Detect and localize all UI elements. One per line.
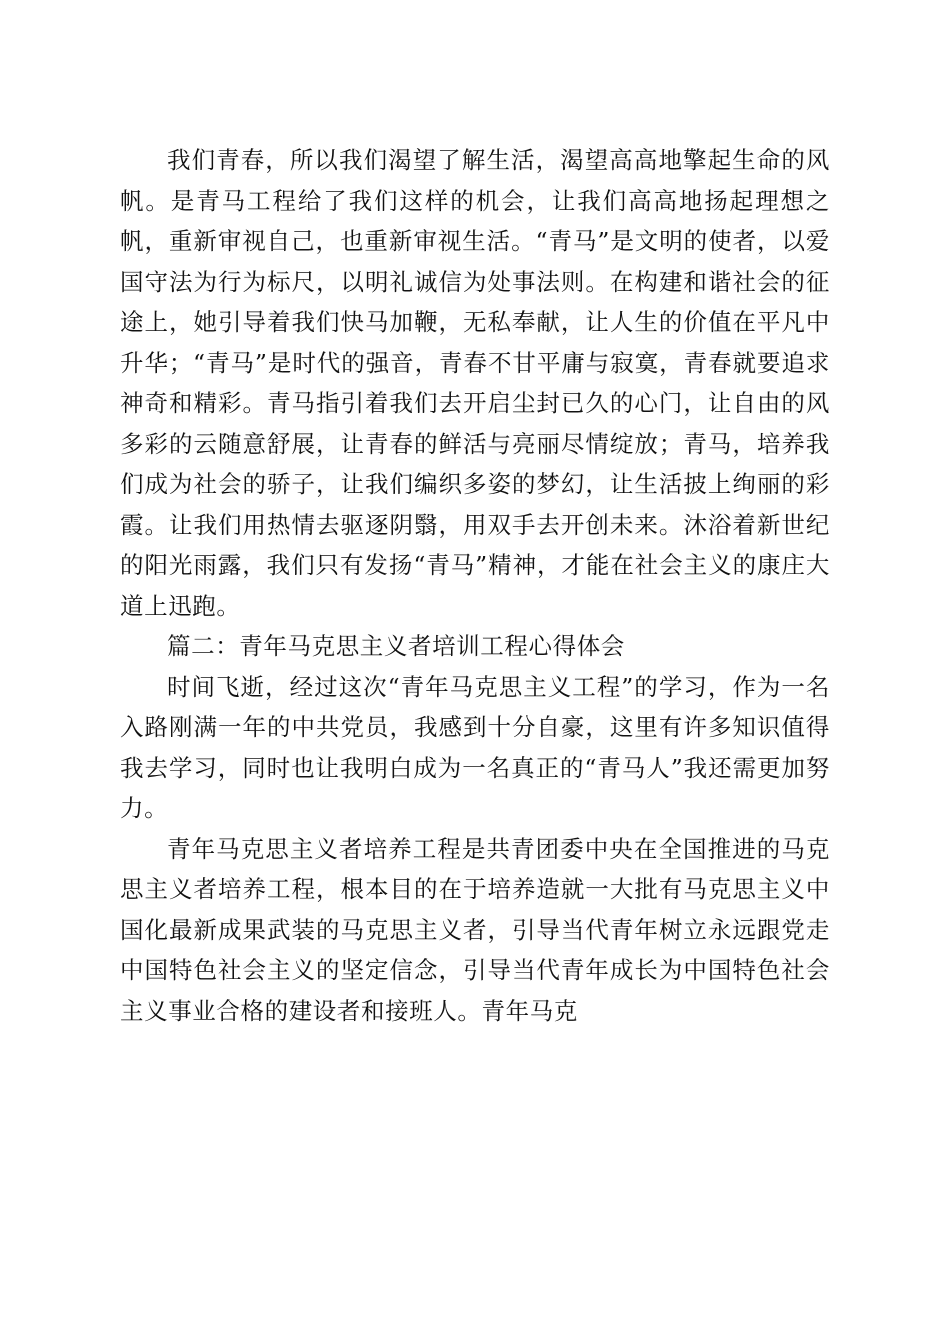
paragraph-youth-ideals: 我们青春，所以我们渴望了解生活，渴望高高地擎起生命的风帆。是青马工程给了我们这样的机会，让我们高高地扬起理想之帆，重新审视自己，也重新审视生活。“青马”是文明的使者，以爱国守法为行为标尺，以明礼诚信为处事法则。在构建和谐社会的征途上，她引导着我们快马加鞭，无私奉献，让人生的价值在平凡中升华；“青马”是时代的强音，青春不甘平庸与寂寞，青春就要追求神奇和精彩。青马指引着我们去开启尘封已久的心门，让自由的风多彩的云随意舒展，让青春的鲜活与亮丽尽情绽放；青马，培养我们成为社会的骄子，让我们编织多姿的梦幻，让生活披上绚丽的彩霞。让我们用热情去驱逐阴翳，用双手去开创未来。沐浴着新世纪的阳光雨露，我们只有发扬“青马”精神，才能在社会主义的康庄大道上迅跑。 — [120, 146, 830, 620]
section-title: 篇二：青年马克思主义者培训工程心得体会 — [167, 632, 625, 660]
document-page — [120, 140, 830, 1031]
paragraph-project-purpose: 青年马克思主义者培养工程是共青团委中央在全国推进的马克思主义者培养工程，根本目的在于培养造就一大批有马克思主义中国化最新成果武装的马克思主义者，引导当代青年树立永远跟党走中国特色社会主义的坚定信念，引导当代青年成长为中国特色社会主义事业合格的建设者和接班人。青年马克 — [120, 834, 830, 1025]
paragraph-study-reflection: 时间飞逝，经过这次“青年马克思主义工程”的学习，作为一名入路刚满一年的中共党员，我感到十分自豪，这里有许多知识值得我去学习，同时也让我明白成为一名真正的“青马人”我还需更加努力。 — [120, 672, 830, 822]
